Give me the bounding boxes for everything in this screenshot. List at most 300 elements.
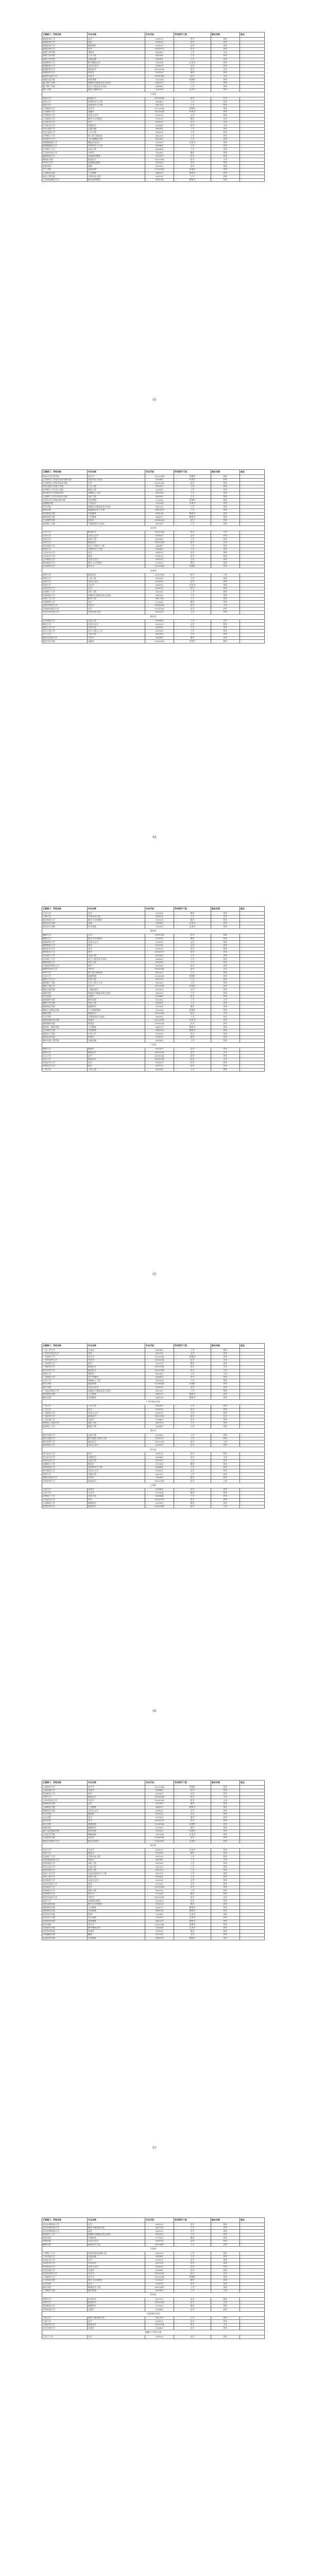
school-name-cell: 华南农业大学 <box>42 1064 88 1068</box>
remark-cell <box>240 937 265 941</box>
remark-cell <box>240 1792 265 1796</box>
major-name-cell: 土木工程 <box>88 131 145 134</box>
duration-cell: 四年 <box>211 1906 240 1910</box>
degree-category-cell: 教育学 <box>174 1026 211 1029</box>
remark-cell <box>240 2262 265 2265</box>
degree-category-cell: 理学 <box>174 562 211 565</box>
remark-cell <box>240 925 265 929</box>
remark-cell <box>240 594 265 598</box>
remark-cell <box>240 562 265 565</box>
remark-cell <box>240 1412 265 1415</box>
table-row <box>42 1913 265 1917</box>
school-name-cell: 河南工业大学 <box>42 597 88 601</box>
duration-cell: 四年 <box>211 1886 240 1889</box>
table-row <box>42 958 265 961</box>
region-heading: 陕西省 <box>42 1843 265 1849</box>
table-row <box>42 1412 265 1415</box>
major-code-cell: 081304T <box>145 2243 174 2247</box>
degree-category-cell: 农学 <box>174 1498 211 1502</box>
table-row <box>42 981 265 985</box>
degree-category-cell: 理学 <box>174 1903 211 1906</box>
degree-category-cell: 医学 <box>174 2301 211 2304</box>
table-row <box>42 607 265 611</box>
degree-category-cell: 艺术学 <box>174 1833 211 1837</box>
table-row <box>42 1892 265 1896</box>
school-name-cell: 景德镇陶瓷大学 <box>42 144 88 148</box>
remark-cell <box>240 1418 265 1422</box>
duration-cell: 四年 <box>211 2262 240 2265</box>
duration-cell: 四年 <box>211 2226 240 2230</box>
page-number: 93 <box>152 398 157 402</box>
remark-cell <box>240 522 265 526</box>
remark-cell <box>240 64 265 68</box>
major-name-cell: 小学教育 <box>88 1806 145 1809</box>
duration-cell: 四年 <box>211 1923 240 1927</box>
major-name-cell: 地质工程 <box>88 488 145 492</box>
remark-cell <box>240 538 265 541</box>
duration-cell: 四年 <box>211 47 240 51</box>
table-row <box>42 168 265 172</box>
school-name-cell: 江西师范大学 <box>42 114 88 117</box>
school-name-cell: 华东交通大学 <box>42 131 88 134</box>
degree-category-cell: 工学 <box>174 1889 211 1893</box>
page-number: 94 <box>152 836 157 839</box>
major-name-cell: 交通运输 <box>88 58 145 61</box>
major-name-cell: 机械电子工程 <box>88 1379 145 1383</box>
major-name-cell: 中药学 <box>88 636 145 640</box>
region-heading-row <box>42 92 265 97</box>
school-name-cell: 湖南第一师范学院 <box>42 1026 88 1029</box>
table-row <box>42 1789 265 1792</box>
school-name-cell: 山东农业大学 <box>42 551 88 555</box>
school-name-cell: 湘潭大学 <box>42 937 88 941</box>
table-row <box>42 1459 265 1463</box>
duration-cell: 四年 <box>211 1879 240 1883</box>
degree-category-cell: 法学 <box>174 155 211 158</box>
remark-cell <box>240 1022 265 1026</box>
remark-cell <box>240 1362 265 1366</box>
degree-category-cell: 医学 <box>174 2323 211 2327</box>
region-heading-row <box>42 2247 265 2252</box>
remark-cell <box>240 597 265 601</box>
major-name-cell: 汉语言文学 <box>88 558 145 562</box>
remark-cell <box>240 482 265 485</box>
major-name-cell: 动物医学 <box>88 124 145 128</box>
major-name-cell: 临床医学 <box>88 158 145 162</box>
degree-category-cell: 历史学 <box>174 584 211 587</box>
table-row <box>42 1444 265 1447</box>
major-name-cell: 临床医学 <box>88 2323 145 2327</box>
duration-cell: 五年 <box>211 2289 240 2293</box>
table-row <box>42 944 265 947</box>
table-row <box>42 1930 265 1934</box>
degree-category-cell: 艺术学 <box>174 1913 211 1917</box>
degree-category-cell: 教育学 <box>174 1806 211 1809</box>
degree-category-cell: 文学 <box>174 1444 211 1447</box>
table-row <box>42 516 265 519</box>
remark-cell <box>240 1051 265 1055</box>
school-name-cell: 云南财经大学 <box>42 1786 88 1789</box>
remark-cell <box>240 1505 265 1509</box>
remark-cell <box>240 548 265 551</box>
duration-cell: 四年 <box>211 934 240 937</box>
table-row <box>42 640 265 643</box>
table-row <box>42 175 265 179</box>
degree-category-cell: 工学 <box>174 2226 211 2230</box>
remark-cell <box>240 2282 265 2286</box>
major-name-cell: 生物工程 <box>88 626 145 630</box>
remark-cell <box>240 81 265 85</box>
table-row <box>42 1012 265 1015</box>
school-name-cell: 福建农林大学 <box>42 47 88 51</box>
school-name-cell: 石河子大学 <box>42 2335 88 2339</box>
table-row <box>42 1866 265 1869</box>
major-code-cell: 071004 <box>145 1492 174 1495</box>
duration-cell: 四年 <box>211 1926 240 1930</box>
school-name-cell: 郑州大学 <box>42 573 88 577</box>
degree-category-cell: 理学 <box>174 151 211 155</box>
duration-cell: 四年 <box>211 951 240 954</box>
degree-category-cell: 工学 <box>174 1434 211 1437</box>
table-row <box>42 75 265 78</box>
table-row <box>42 1058 265 1061</box>
region-heading: 广西壮族自治区 <box>42 1399 265 1404</box>
school-name-cell: 西北大学 <box>42 1852 88 1855</box>
major-code-cell: 030302 <box>145 1032 174 1036</box>
remark-cell <box>240 2236 265 2240</box>
remark-cell <box>240 2323 265 2327</box>
duration-cell: 四年 <box>211 1806 240 1809</box>
remark-cell <box>240 512 265 516</box>
major-name-cell: 民族学 <box>88 1789 145 1792</box>
remark-cell <box>240 640 265 643</box>
table-row <box>42 2236 265 2240</box>
column-header: 修业年限 <box>211 32 240 38</box>
table-row <box>42 1440 265 1444</box>
school-name-cell: 西安工业大学 <box>42 1872 88 1876</box>
major-name-cell: 护理学 <box>88 71 145 75</box>
table-row <box>42 1819 265 1823</box>
major-code-cell: 020301K <box>145 110 174 114</box>
school-name-cell: 河南农业大学 <box>42 587 88 590</box>
school-name-cell: 武汉科技大学 <box>42 619 88 623</box>
table-row <box>42 54 265 58</box>
duration-cell: 五年 <box>211 68 240 72</box>
school-name-cell: 湖南人文科技学院 <box>42 1009 88 1012</box>
degree-category-cell: 教育学 <box>174 516 211 519</box>
degree-category-cell: 工学 <box>174 1872 211 1876</box>
remark-cell <box>240 2298 265 2301</box>
duration-cell: 四年 <box>211 2252 240 2256</box>
degree-category-cell: 医学 <box>174 1480 211 1483</box>
major-list-table <box>42 469 265 643</box>
degree-category-cell: 文学 <box>174 623 211 626</box>
major-code-cell: 080404 <box>145 148 174 151</box>
duration-cell: 五年 <box>211 1456 240 1460</box>
duration-cell: 五年 <box>211 51 240 55</box>
school-name-cell: 南昌大学共青学院 <box>42 475 88 479</box>
degree-category-cell: 农学 <box>174 121 211 124</box>
major-name-cell: 临床医学 <box>88 541 145 545</box>
school-name-cell: 红河学院 <box>42 1812 88 1816</box>
major-name-cell: 小学教育 <box>88 1026 145 1029</box>
school-name-cell: 闽江学院 <box>42 88 88 92</box>
remark-cell <box>240 505 265 509</box>
school-name-cell: 西安欧亚学院 <box>42 1926 88 1930</box>
duration-cell: 四年 <box>211 1444 240 1447</box>
school-name-cell: 江西农业大学 <box>42 124 88 128</box>
major-name-cell: 园林 <box>88 165 145 168</box>
degree-category-cell: 教育学 <box>174 1906 211 1910</box>
table-row <box>42 1463 265 1466</box>
degree-category-cell: 管理学 <box>174 975 211 978</box>
degree-category-cell: 医学 <box>174 1415 211 1418</box>
duration-cell: 五年 <box>211 2301 240 2304</box>
column-header: 修业年限 <box>211 2218 240 2223</box>
major-name-cell: 茶学 <box>88 47 145 51</box>
degree-category-cell: 管理学 <box>174 1009 211 1012</box>
remark-cell <box>240 1015 265 1019</box>
region-heading-row <box>42 526 265 531</box>
document-page <box>0 2185 309 2576</box>
major-code-cell: 082801 <box>145 51 174 55</box>
remark-cell <box>240 2269 265 2273</box>
major-code-cell: 070301 <box>145 1816 174 1820</box>
column-header: 学位授予门类 <box>174 2218 211 2223</box>
table-row <box>42 548 265 551</box>
table-row <box>42 2259 265 2262</box>
school-name-cell: 榆林学院 <box>42 2243 88 2247</box>
school-name-cell: 南昌大学 <box>42 104 88 107</box>
school-name-cell: 武汉音乐学院 <box>42 925 88 929</box>
school-name-cell: 山东财经大学 <box>42 565 88 568</box>
table-row <box>42 941 265 944</box>
major-name-cell: 民族学 <box>88 2308 145 2312</box>
school-name-cell: 厦门理工学院 <box>42 81 88 85</box>
major-code-cell: 050101 <box>145 1469 174 1473</box>
major-code-cell: 080407 <box>145 545 174 548</box>
table-row <box>42 509 265 512</box>
major-code-cell: 081101 <box>145 1855 174 1859</box>
school-name-cell: 昆明医科大学 <box>42 1505 88 1509</box>
table-row <box>42 1933 265 1937</box>
remark-cell <box>240 1855 265 1859</box>
table-row <box>42 2272 265 2276</box>
major-code-cell: 130509T <box>145 1840 174 1843</box>
degree-category-cell: 管理学 <box>174 1823 211 1826</box>
school-name-cell: 赣南医学院 <box>42 158 88 162</box>
remark-cell <box>240 1047 265 1051</box>
table-row <box>42 1376 265 1379</box>
duration-cell: 四年 <box>211 2308 240 2312</box>
major-name-cell: 陶瓷艺术设计 <box>88 141 145 145</box>
school-name-cell: 成都中医药大学 <box>42 1476 88 1480</box>
degree-category-cell: 教育学 <box>174 1937 211 1940</box>
degree-category-cell: 文学 <box>174 64 211 68</box>
duration-cell: 四年 <box>211 1892 240 1896</box>
major-code-cell: 080503T <box>145 509 174 512</box>
table-header-row <box>42 470 265 475</box>
major-code-cell: 082802 <box>145 998 174 1002</box>
remark-cell <box>240 51 265 55</box>
school-name-cell: 广东工业大学 <box>42 1349 88 1352</box>
remark-cell <box>240 499 265 502</box>
major-code-cell: 080207 <box>145 1473 174 1477</box>
school-name-cell: 济南大学 <box>42 548 88 551</box>
remark-cell <box>240 2308 265 2312</box>
major-code-cell: 030101K <box>145 1886 174 1889</box>
duration-cell: 四年 <box>211 1819 240 1823</box>
school-name-cell: 三峡大学 <box>42 915 88 919</box>
remark-cell <box>240 68 265 72</box>
major-code-cell: 100201K <box>145 1369 174 1372</box>
duration-cell: 四年 <box>211 505 240 509</box>
column-header: 修业年限 <box>211 907 240 912</box>
school-name-cell: 重庆师范大学 <box>42 1444 88 1447</box>
major-code-cell: 070301 <box>145 601 174 604</box>
duration-cell: 四年 <box>211 165 240 168</box>
remark-cell <box>240 502 265 505</box>
degree-category-cell: 文学 <box>174 534 211 538</box>
major-name-cell: 法学 <box>88 1886 145 1889</box>
column-header: 修业年限 <box>211 470 240 475</box>
duration-cell: 四年 <box>211 1852 240 1855</box>
major-name-cell: 法学 <box>88 934 145 937</box>
remark-cell <box>240 2316 265 2320</box>
duration-cell: 四年 <box>211 2269 240 2273</box>
duration-cell: 四年 <box>211 941 240 944</box>
major-code-cell: 050101 <box>145 623 174 626</box>
duration-cell: 五年 <box>211 1359 240 1362</box>
duration-cell: 四年 <box>211 545 240 548</box>
table-row <box>42 611 265 614</box>
school-name-cell: 西北民族大学 <box>42 2269 88 2273</box>
degree-category-cell: 教育学 <box>174 1909 211 1913</box>
degree-category-cell: 艺术学 <box>174 1916 211 1920</box>
major-code-cell: 120901K <box>145 1823 174 1826</box>
duration-cell: 五年 <box>211 75 240 78</box>
school-name-cell: 山东大学 <box>42 534 88 538</box>
table-row <box>42 1002 265 1005</box>
duration-cell: 四年 <box>211 1389 240 1393</box>
school-name-cell: 湖南城市学院 <box>42 998 88 1002</box>
school-name-cell: 西安美术学院 <box>42 1913 88 1917</box>
school-name-cell: 陕西理工大学 <box>42 2233 88 2236</box>
degree-category-cell: 文学 <box>174 1883 211 1886</box>
remark-cell <box>240 114 265 117</box>
major-name-cell: 土木工程 <box>88 577 145 581</box>
table-row <box>42 1047 265 1051</box>
major-name-cell: 体育教育 <box>88 1920 145 1923</box>
major-name-cell: 越南语 <box>88 1812 145 1816</box>
school-name-cell: 西安财经大学 <box>42 1892 88 1896</box>
school-name-cell: 华北水利水电大学 <box>42 611 88 614</box>
table-row <box>42 1355 265 1359</box>
remark-cell <box>240 1840 265 1843</box>
school-name-cell: 四川农业大学 <box>42 1452 88 1456</box>
degree-category-cell: 工学 <box>174 522 211 526</box>
duration-cell: 四年 <box>211 640 240 643</box>
major-name-cell: 中医学 <box>88 604 145 607</box>
school-name-cell: 西北政法大学 <box>42 1886 88 1889</box>
major-name-cell: 化学 <box>88 1802 145 1806</box>
table-row <box>42 144 265 148</box>
degree-category-cell: 工学 <box>174 630 211 633</box>
duration-cell: 四年 <box>211 947 240 951</box>
major-code-cell: 040107 <box>145 1393 174 1396</box>
remark-cell <box>240 988 265 992</box>
remark-cell <box>240 1359 265 1362</box>
school-name-cell: 丽江文化旅游学院 <box>42 1829 88 1833</box>
degree-category-cell: 理学 <box>174 1005 211 1009</box>
school-name-cell: 湖北工业大学 <box>42 626 88 630</box>
degree-category-cell: 工学 <box>174 1015 211 1019</box>
table-row <box>42 1498 265 1502</box>
duration-cell: 四年 <box>211 1032 240 1036</box>
duration-cell: 四年 <box>211 1802 240 1806</box>
column-header: 备注 <box>240 907 265 912</box>
duration-cell: 四年 <box>211 1459 240 1463</box>
table-row <box>42 1903 265 1906</box>
major-list-table <box>42 906 265 1072</box>
duration-cell: 四年 <box>211 516 240 519</box>
degree-category-cell: 医学 <box>174 1058 211 1061</box>
table-row <box>42 1396 265 1400</box>
school-name-cell: 广东财经大学 <box>42 1355 88 1359</box>
school-name-cell: 西安工程大学 <box>42 1875 88 1879</box>
duration-cell: 五年 <box>211 1896 240 1900</box>
major-name-cell: 动物医学 <box>88 1456 145 1460</box>
school-name-cell: 宁夏医科大学 <box>42 2323 88 2327</box>
duration-cell: 五年 <box>211 1012 240 1015</box>
table-row <box>42 1015 265 1019</box>
school-name-cell: 湖南工程学院 <box>42 1002 88 1005</box>
degree-category-cell: 理学 <box>174 1476 211 1480</box>
table-row <box>42 1393 265 1396</box>
school-name-cell: 湖南警察学院 <box>42 1022 88 1026</box>
degree-category-cell: 理学 <box>174 636 211 640</box>
major-name-cell: 城乡规划 <box>88 2289 145 2293</box>
degree-category-cell: 法学 <box>174 1836 211 1840</box>
major-code-cell: 090101 <box>145 1408 174 1412</box>
major-name-cell: 思想政治教育 <box>88 155 145 158</box>
school-name-cell: 江西理工大学 <box>42 148 88 151</box>
duration-cell: 四年 <box>211 1469 240 1473</box>
table-row <box>42 492 265 495</box>
major-code-cell: 100201K <box>145 531 174 534</box>
degree-category-cell: 理学 <box>174 912 211 916</box>
column-header: 专业名称 <box>88 2218 145 2223</box>
table-row <box>42 584 265 587</box>
table-row <box>42 961 265 964</box>
major-name-cell: 治安学 <box>88 519 145 522</box>
major-code-cell: 090401 <box>145 1456 174 1460</box>
major-name-cell: 民族学 <box>88 1418 145 1422</box>
major-code-cell: 100201K <box>145 1051 174 1055</box>
region-heading-row <box>42 1399 265 1404</box>
duration-cell: 四年 <box>211 2230 240 2233</box>
table-row <box>42 2265 265 2269</box>
major-code-cell: 120203K <box>145 1786 174 1789</box>
degree-category-cell: 工学 <box>174 961 211 964</box>
degree-category-cell: 农学 <box>174 41 211 44</box>
major-code-cell: 030401 <box>145 1488 174 1492</box>
remark-cell <box>240 1036 265 1039</box>
table-row <box>42 1909 265 1913</box>
major-code-cell: 040107 <box>145 1906 174 1910</box>
duration-cell: 四年 <box>211 964 240 968</box>
duration-cell: 五年 <box>211 97 240 100</box>
